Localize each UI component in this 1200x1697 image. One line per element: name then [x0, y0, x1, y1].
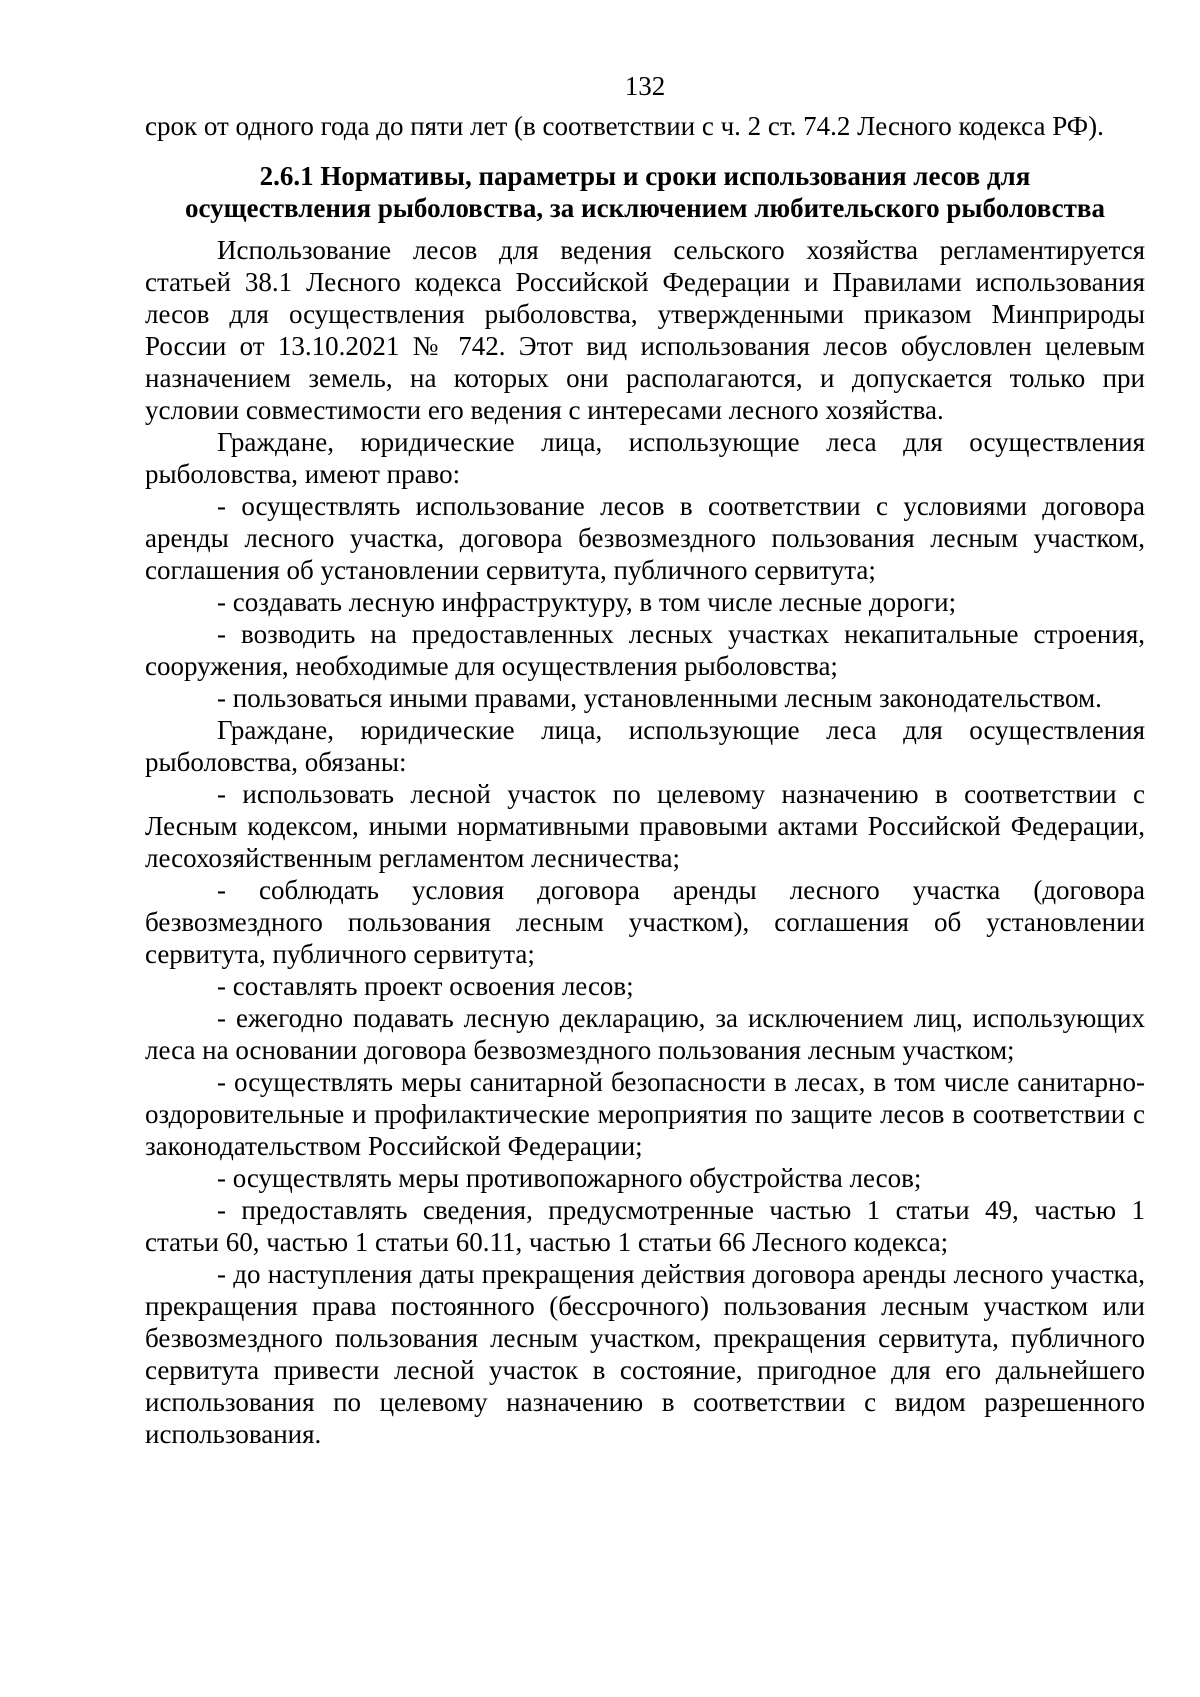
obligations-item-1: - использовать лесной участок по целевому назначению в соответствии с Лесным кодексом, иными нормативными правовыми актами Российской Федерации, лесохозяйственным регламентом лесничества; [145, 779, 1145, 873]
obligations-item-4: - ежегодно подавать лесную декларацию, за исключением лиц, использующих леса на основании договора безвозмездного пользования лесным участком; [145, 1003, 1145, 1065]
page-number: 132 [624, 71, 666, 101]
obligations-item-2: - соблюдать условия договора аренды лесного участка (договора безвозмездного пользования лесным участком), соглашения об установлении сервитута, публичного сервитута; [145, 875, 1145, 969]
paragraph-rights-intro: Граждане, юридические лица, использующие леса для осуществления рыболовства, имеют право: [145, 427, 1145, 489]
section-heading-line-1: 2.6.1 Нормативы, параметры и сроки использования лесов для [259, 161, 1031, 191]
rights-item-3: - возводить на предоставленных лесных участках некапитальные строения, сооружения, необходимые для осуществления рыболовства; [145, 619, 1145, 681]
obligations-item-8: - до наступления даты прекращения действия договора аренды лесного участка, прекращения права постоянного (бессрочного) пользования лесным участком или безвозмездного пользования лесным участком, прекращения сервитута, публичного сервитута привести лесной участок в состояние, пригодное для его дальнейшего использования по целевому назначению в соответствии с видом разрешенного использования. [145, 1259, 1145, 1449]
rights-item-2: - создавать лесную инфраструктуру, в том числе лесные дороги; [217, 587, 957, 617]
document-page [145, 70, 1145, 1450]
intro-fragment: срок от одного года до пяти лет (в соответствии с ч. 2 ст. 74.2 Лесного кодекса РФ). [145, 111, 1104, 141]
rights-item-4: - пользоваться иными правами, установленными лесным законодательством. [217, 683, 1102, 713]
paragraph-obligations-intro: Граждане, юридические лица, использующие леса для осуществления рыболовства, обязаны: [145, 715, 1145, 777]
paragraph-regulation: Использование лесов для ведения сельского хозяйства регламентируется статьей 38.1 Лесного кодекса Российской Федерации и Правилами использования лесов для осуществления рыболовства, утвержденными приказом Минприроды России от 13.10.2021 № 742. Этот вид использования лесов обусловлен целевым назначением земель, на которых они располагаются, и допускается только при условии совместимости его ведения с интересами лесного хозяйства. [145, 235, 1145, 425]
obligations-item-6: - осуществлять меры противопожарного обустройства лесов; [217, 1163, 922, 1193]
rights-item-1: - осуществлять использование лесов в соответствии с условиями договора аренды лесного участка, договора безвозмездного пользования лесным участком, соглашения об установлении сервитута, публичного сервитута; [145, 491, 1145, 585]
obligations-item-7: - предоставлять сведения, предусмотренные частью 1 статьи 49, частью 1 статьи 60, частью 1 статьи 60.11, частью 1 статьи 66 Лесного кодекса; [145, 1195, 1145, 1257]
obligations-item-5: - осуществлять меры санитарной безопасности в лесах, в том числе санитарно-оздоровительные и профилактические мероприятия по защите лесов в соответствии с законодательством Российской Федерации; [145, 1067, 1145, 1161]
obligations-item-3: - составлять проект освоения лесов; [217, 971, 634, 1001]
section-heading-line-2: осуществления рыболовства, за исключением любительского рыболовства [185, 193, 1105, 223]
section-heading [145, 160, 1145, 224]
